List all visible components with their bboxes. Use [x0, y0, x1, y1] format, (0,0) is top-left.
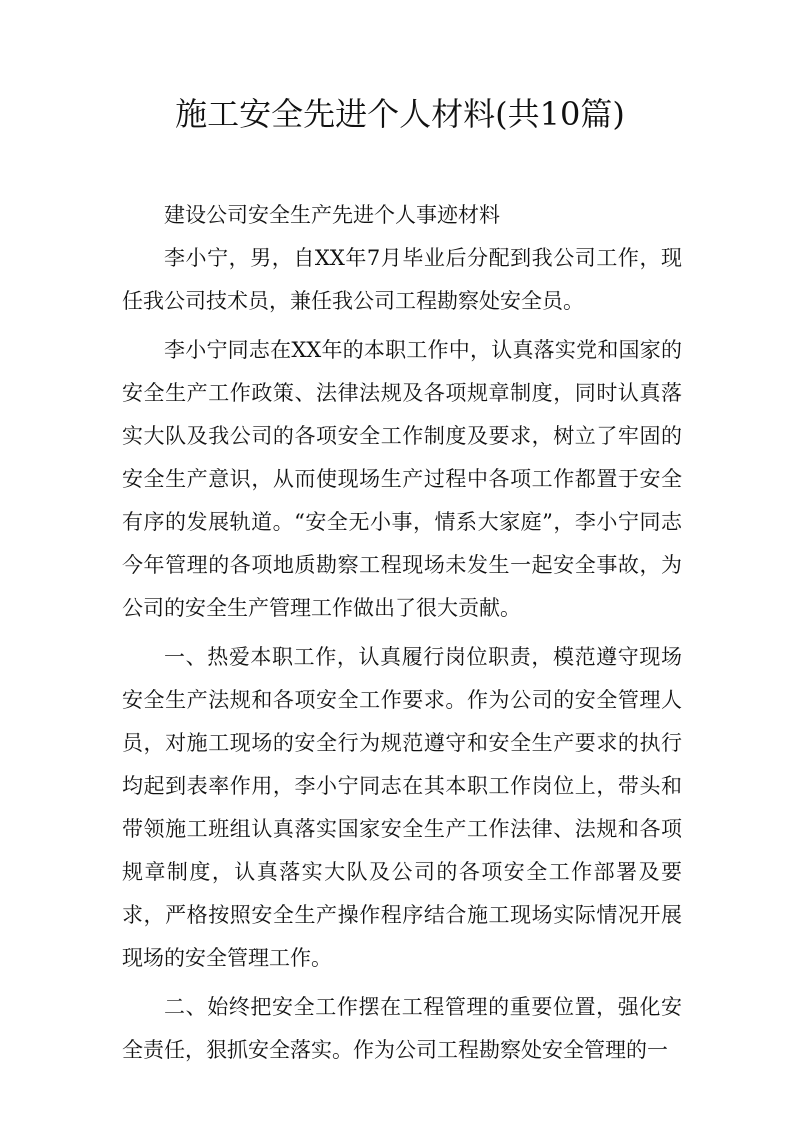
paragraph: 李小宁，男，自XX年7月毕业后分配到我公司工作，现任我公司技术员，兼任我公司工程勘察处安全员。 [122, 246, 682, 313]
paragraph: 二、始终把安全工作摆在工程管理的重要位置，强化安全责任，狠抓安全落实。作为公司工程勘察处安全管理的一 [122, 995, 682, 1062]
paragraph: 李小宁同志在XX年的本职工作中，认真落实党和国家的安全生产工作政策、法律法规及各项规章制度，同时认真落实大队及我公司的各项安全工作制度及要求，树立了牢固的安全生产意识，从而使现场生产过程中各项工作都置于安全有序的发展轨道。“安全无小事，情系大家庭”，李小宁同志今年管理的各项地质勘察工程现场未发生一起安全事故，为公司的安全生产管理工作做出了很大贡献。 [122, 338, 682, 620]
document-title: 施工安全先进个人材料(共10篇) [175, 95, 625, 133]
document-body [122, 194, 682, 1072]
paragraph-subtitle: 建设公司安全生产先进个人事迹材料 [164, 203, 500, 227]
paragraph: 一、热爱本职工作，认真履行岗位职责，模范遵守现场安全生产法规和各项安全工作要求。作为公司的安全管理人员，对施工现场的安全行为规范遵守和安全生产要求的执行均起到表率作用，李小宁同志在其本职工作岗位上，带头和带领施工班组认真落实国家安全生产工作法律、法规和各项规章制度，认真落实大队及公司的各项安全工作部署及要求，严格按照安全生产操作程序结合施工现场实际情况开展现场的安全管理工作。 [122, 645, 682, 970]
